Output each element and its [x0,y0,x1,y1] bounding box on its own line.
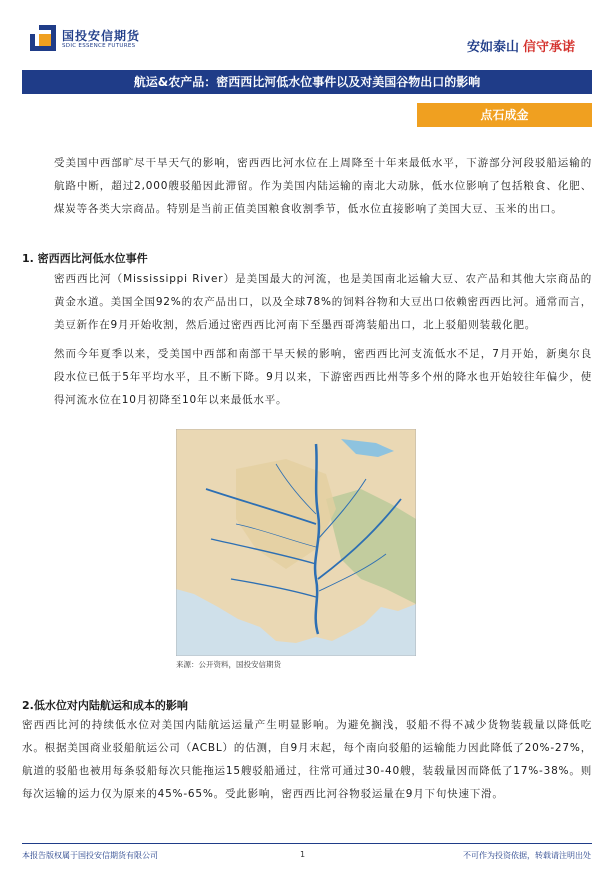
section-2-heading: 2.低水位对内陆航运和成本的影响 [22,699,188,712]
mississippi-river-basin-map [176,429,416,656]
slogan-part-1: 安如泰山 [466,40,519,55]
footer-disclaimer: 不可作为投资依据，转载请注明出处 [463,851,591,860]
section-2-paragraph-1: 密西西比河的持续低水位对美国内陆航运运量产生明显影响。为避免搁浅，驳船不得不减少货物装载量以降低吃水。根据美国商业驳船航运公司（ACBL）的估测，自9月末起，每个南向驳船的运输能力因此降低了20%-27%，航道的驳船也被用每条驳船每次只能拖运15艘驳船通过，往常可通过30-40艘，装载量因而降低了17%-38%。则每次运输的运力仅为原来的45%-65%。受此影响，密西西比河谷物驳运量在9月下旬快速下滑。 [22,719,592,800]
company-slogan [467,36,575,55]
section-1-heading: 1. 密西西比河低水位事件 [22,252,148,265]
section-1-paragraph-2: 然而今年夏季以来，受美国中西部和南部干旱天候的影响，密西西比河支流低水不足，7月开始，新奥尔良段水位已低于5年平均水平，且不断下降。9月以来，下游密西西比州等多个州的降水也开始较往年偏少，使得河流水位在10月初降至10年以来最低水平。 [54,348,592,406]
figure-caption: 来源：公开资料，国投安信期货 [176,660,281,669]
intro-paragraph: 受美国中西部旷尽干旱天气的影响，密西西比河水位在上周降至十年来最低水平，下游部分河段驳船运输的航路中断，超过2,000艘驳船因此滞留。作为美国内陆运输的南北大动脉，低水位影响了包括粮食、化肥、煤炭等各类大宗商品。特别是当前正值美国粮食收割季节，低水位直接影响了美国大豆、玉米的出口。 [54,157,592,215]
section-1-paragraph-1: 密西西比河（Mississippi River）是美国最大的河流，也是美国南北运输大豆、农产品和其他大宗商品的黄金水道。美国全国92%的农产品出口，以及全球78%的饲料谷物和大豆出口依赖密西西比河。通常而言，美豆新作在9月开始收割，然后通过密西西比河南下至墨西哥湾装船出口，北上驳船则装载化肥。 [54,273,592,331]
company-logo-icon [30,25,56,51]
footer-copyright: 本报告版权属于国投安信期货有限公司 [22,851,158,860]
company-name-en: SDIC ESSENCE FUTURES [62,43,136,49]
slogan-part-2: 信守承诺 [522,40,575,55]
company-name-cn: 国投安信期货 [62,29,141,43]
footer-divider [22,843,592,844]
report-title: 航运&农产品：密西西比河低水位事件以及对美国谷物出口的影响 [22,70,592,94]
author-badge: 点石成金 [417,103,592,127]
page-number: 1 [300,850,306,859]
page-header [0,0,615,62]
